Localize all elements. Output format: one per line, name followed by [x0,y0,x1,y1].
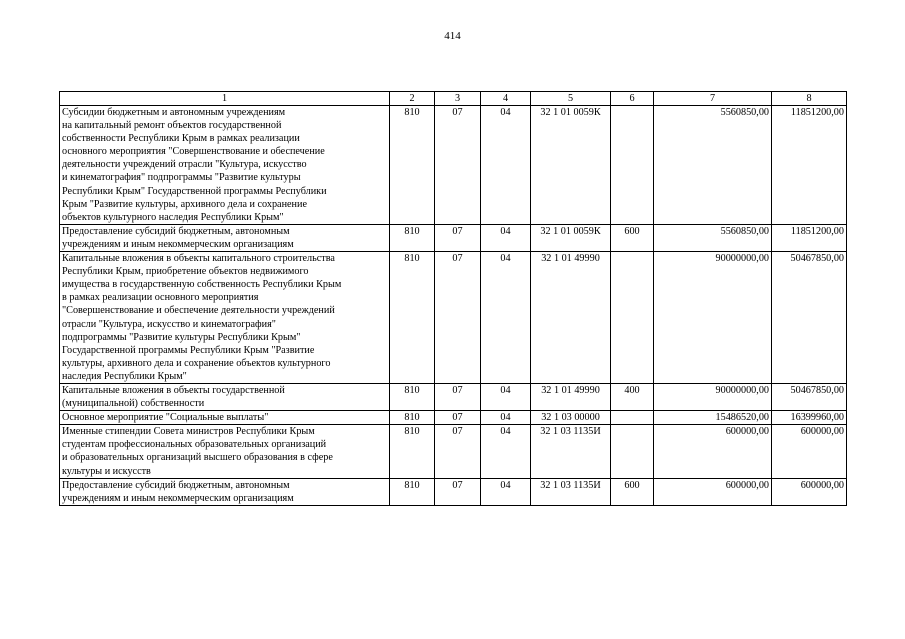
column-header: 4 [481,92,531,106]
row-amount-2-cell: 11851200,00 [772,224,847,251]
table-row [60,478,847,505]
row-name-text: Основное мероприятие "Социальные выплаты" [62,412,269,424]
row-admin-code-cell: 810 [390,383,435,410]
row-section-cell: 07 [435,106,481,225]
row-amount-2-cell: 11851200,00 [772,106,847,225]
row-section-cell: 07 [435,425,481,478]
row-amount-2-cell: 50467850,00 [772,252,847,384]
row-amount-1-cell: 15486520,00 [654,411,772,425]
table-row [60,252,847,384]
row-target-article-cell: 32 1 03 00000 [531,411,611,425]
row-name-text: Капитальные вложения в объекты капитального строительства Республики Крым, приобретение объектов недвижимого имущества в государственную собственность Республики Крым в рамках реализации основного мероприятия "Совершенствование и обеспечение деятельности учреждений отрасли "Культура, искусство и кинематография" подпрограммы "Развитие культуры Республики Крым" Государственной программы Республики Крым "Развитие культуры, архивного дела и сохранение объектов культурного наследия Республики Крым" [62,253,342,382]
row-expense-type-cell [611,425,654,478]
row-expense-type-cell [611,252,654,384]
row-admin-code-cell: 810 [390,252,435,384]
column-header: 1 [60,92,390,106]
row-expense-type-cell: 600 [611,478,654,505]
column-header: 6 [611,92,654,106]
row-amount-1-cell: 90000000,00 [654,383,772,410]
row-name-cell [60,425,390,478]
row-amount-2-cell: 16399960,00 [772,411,847,425]
row-expense-type-cell [611,106,654,225]
row-amount-2-cell: 600000,00 [772,425,847,478]
row-name-cell [60,478,390,505]
row-subsection-cell: 04 [481,252,531,384]
row-name-cell [60,106,390,225]
row-amount-2-cell: 50467850,00 [772,383,847,410]
column-header: 3 [435,92,481,106]
row-amount-2-cell: 600000,00 [772,478,847,505]
table-row [60,383,847,410]
row-expense-type-cell: 400 [611,383,654,410]
row-subsection-cell: 04 [481,383,531,410]
row-amount-1-cell: 600000,00 [654,425,772,478]
row-name-cell [60,383,390,410]
row-subsection-cell: 04 [481,411,531,425]
row-name-text: Предоставление субсидий бюджетным, автономным учреждениям и иным некоммерческим организациям [62,479,294,504]
row-admin-code-cell: 810 [390,478,435,505]
row-admin-code-cell: 810 [390,224,435,251]
row-admin-code-cell: 810 [390,425,435,478]
row-target-article-cell: 32 1 01 49990 [531,383,611,410]
row-name-text: Субсидии бюджетным и автономным учреждениям на капитальный ремонт объектов государственной собственности Республики Крым в рамках реализации основного мероприятия "Совершенствование и обеспечение деятельности учреждений отрасли "Культура, искусство и кинематография" подпрограммы "Развитие культуры Республики Крым" Государственной программы Республики Крым "Развитие культуры, архивного дела и сохранение объектов культурного наследия Республики Крым" [62,107,327,223]
row-name-cell [60,224,390,251]
row-name-cell [60,252,390,384]
row-name-text: Предоставление субсидий бюджетным, автономным учреждениям и иным некоммерческим организациям [62,225,294,250]
column-header: 2 [390,92,435,106]
table-header-row [60,92,847,106]
row-amount-1-cell: 5560850,00 [654,106,772,225]
row-target-article-cell: 32 1 01 49990 [531,252,611,384]
page-number: 414 [444,30,461,42]
column-header: 8 [772,92,847,106]
budget-table [59,91,847,506]
row-section-cell: 07 [435,224,481,251]
row-section-cell: 07 [435,411,481,425]
table-row [60,411,847,425]
row-subsection-cell: 04 [481,425,531,478]
table-row [60,425,847,478]
table-row [60,224,847,251]
row-expense-type-cell [611,411,654,425]
row-expense-type-cell: 600 [611,224,654,251]
row-section-cell: 07 [435,252,481,384]
row-admin-code-cell: 810 [390,411,435,425]
row-amount-1-cell: 5560850,00 [654,224,772,251]
row-subsection-cell: 04 [481,106,531,225]
row-section-cell: 07 [435,383,481,410]
column-header: 5 [531,92,611,106]
row-target-article-cell: 32 1 01 0059К [531,224,611,251]
row-name-text: Именные стипендии Совета министров Республики Крым студентам профессиональных образовательных организаций и образовательных организаций высшего образования в сфере культуры и искусств [62,426,333,477]
row-target-article-cell: 32 1 01 0059К [531,106,611,225]
row-name-text: Капитальные вложения в объекты государственной (муниципальной) собственности [62,384,285,410]
row-target-article-cell: 32 1 03 1135И [531,425,611,478]
table-row [60,106,847,225]
row-amount-1-cell: 600000,00 [654,478,772,505]
column-header: 7 [654,92,772,106]
row-subsection-cell: 04 [481,478,531,505]
row-admin-code-cell: 810 [390,106,435,225]
row-subsection-cell: 04 [481,224,531,251]
row-amount-1-cell: 90000000,00 [654,252,772,384]
row-target-article-cell: 32 1 03 1135И [531,478,611,505]
row-section-cell: 07 [435,478,481,505]
row-name-cell [60,411,390,425]
